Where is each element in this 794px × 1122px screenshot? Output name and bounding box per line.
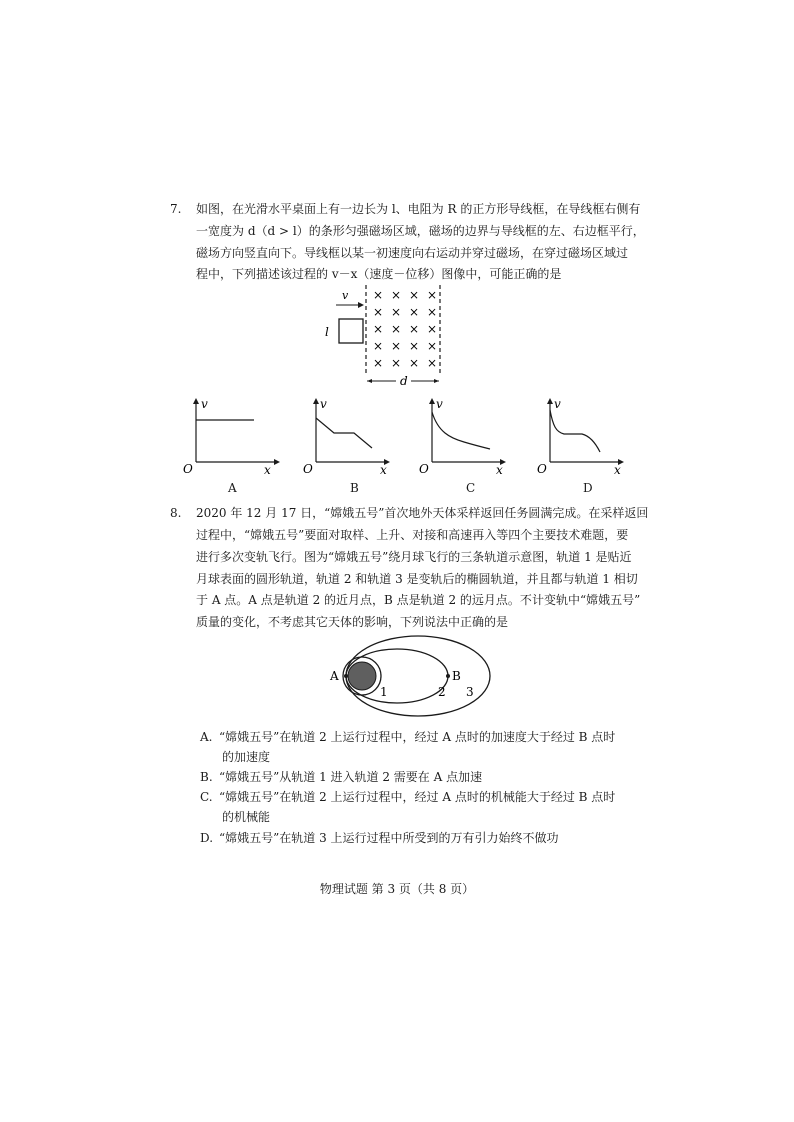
- q8-line-4: 月球表面的圆形轨道，轨道 2 和轨道 3 是变轨后的椭圆轨道，并且都与轨道 1 相切: [196, 572, 638, 586]
- x-axis-label: x: [496, 463, 503, 476]
- v-axis-label: v: [436, 397, 443, 411]
- orbit-1-label: 1: [380, 685, 388, 699]
- graph-c-letter: C: [466, 481, 476, 495]
- q8-line-2: 过程中，“嫦娥五号”要面对取样、上升、对接和高速再入等四个主要技术难题，要: [196, 528, 629, 542]
- origin-label: O: [183, 462, 193, 476]
- v-axis-arrow: [547, 398, 553, 404]
- origin-label: O: [419, 462, 429, 476]
- width-arrow-left: [367, 379, 372, 383]
- moon-icon: [348, 662, 376, 690]
- option-c-line-1: “嫦娥五号”在轨道 2 上运行过程中，经过 A 点时的机械能大于经过 B 点时: [219, 790, 616, 804]
- graph-d-letter: D: [583, 481, 593, 495]
- velocity-arrowhead: [358, 302, 364, 308]
- field-cross: ×: [427, 305, 438, 319]
- option-d-line-1: “嫦娥五号”在轨道 3 上运行过程中所受到的万有引力始终不做功: [219, 831, 559, 845]
- field-cross: ×: [373, 356, 384, 370]
- q7-line-4: 程中，下列描述该过程的 v－x（速度－位移）图像中，可能正确的是: [196, 267, 562, 281]
- x-axis-label: x: [380, 463, 387, 476]
- x-axis-label: x: [264, 463, 271, 476]
- field-cross: ×: [427, 356, 438, 370]
- field-cross: ×: [391, 305, 402, 319]
- width-arrow-right: [434, 379, 439, 383]
- v-axis-label: v: [201, 397, 208, 411]
- graph-d: [534, 396, 634, 476]
- v-axis-arrow: [313, 398, 319, 404]
- graph-c: [416, 396, 516, 476]
- option-a-label: A.: [200, 730, 213, 744]
- origin-label: O: [303, 462, 313, 476]
- v-axis-label: v: [320, 397, 327, 411]
- q8-line-1: 2020 年 12 月 17 日，“嫦娥五号”首次地外天体采样返回任务圆满完成。在采样返回: [196, 506, 649, 520]
- graph-a: [180, 396, 280, 476]
- q7-field-figure: [320, 282, 450, 390]
- point-a-label: A: [330, 669, 339, 683]
- graph-curve: [550, 410, 600, 452]
- field-cross: ×: [373, 288, 384, 302]
- square-wire-frame: [339, 319, 363, 343]
- q8-line-3: 进行多次变轨飞行。图为“嫦娥五号”绕月球飞行的三条轨道示意图，轨道 1 是贴近: [196, 550, 632, 564]
- field-cross: ×: [409, 288, 420, 302]
- field-cross: ×: [427, 339, 438, 353]
- graph-b: [300, 396, 400, 476]
- field-cross: ×: [391, 322, 402, 336]
- graph-curve: [316, 418, 372, 448]
- field-cross: ×: [409, 339, 420, 353]
- q7-line-1: 如图，在光滑水平桌面上有一边长为 l、电阻为 R 的正方形导线框，在导线框右侧有: [196, 202, 641, 216]
- field-cross: ×: [409, 356, 420, 370]
- orbit-3-label: 3: [466, 685, 474, 699]
- field-cross: ×: [391, 288, 402, 302]
- option-c-label: C.: [200, 790, 213, 804]
- q7-line-3: 磁场方向竖直向下。导线框以某一初速度向右运动并穿过磁场，在穿过磁场区域过: [196, 246, 629, 260]
- page-footer: 物理试题 第 3 页（共 8 页）: [319, 882, 475, 896]
- field-width-label: d: [400, 374, 408, 388]
- field-cross: ×: [427, 288, 438, 302]
- field-crosses: [373, 288, 437, 370]
- option-a-line-1: “嫦娥五号”在轨道 2 上运行过程中，经过 A 点时的加速度大于经过 B 点时: [219, 730, 616, 744]
- origin-label: O: [537, 462, 547, 476]
- field-cross: ×: [427, 322, 438, 336]
- option-c-line-2: 的机械能: [222, 810, 271, 824]
- v-axis-arrow: [193, 398, 199, 404]
- field-cross: ×: [391, 356, 402, 370]
- v-axis-label: v: [554, 397, 561, 411]
- point-a-dot: [344, 674, 348, 678]
- v-axis-arrow: [429, 398, 435, 404]
- velocity-label: v: [342, 289, 349, 302]
- q7-number: 7.: [170, 202, 182, 216]
- graph-curve: [432, 412, 490, 449]
- field-cross: ×: [409, 322, 420, 336]
- q7-line-2: 一宽度为 d（d > l）的条形匀强磁场区域，磁场的边界与导线框的左、右边框平行，: [196, 224, 645, 238]
- graph-b-letter: B: [350, 481, 359, 495]
- x-axis-label: x: [614, 463, 621, 476]
- point-b-dot: [446, 674, 450, 678]
- field-cross: ×: [373, 339, 384, 353]
- q8-line-6: 质量的变化，不考虑其它天体的影响，下列说法中正确的是: [196, 615, 509, 629]
- q8-number: 8.: [170, 506, 182, 520]
- point-b-label: B: [452, 669, 461, 683]
- orbit-2-label: 2: [438, 685, 446, 699]
- option-d-label: D.: [200, 831, 214, 845]
- option-b-line-1: “嫦娥五号”从轨道 1 进入轨道 2 需要在 A 点加速: [219, 770, 483, 784]
- side-length-label: l: [325, 325, 329, 339]
- x-axis-arrow: [274, 459, 280, 465]
- field-cross: ×: [373, 322, 384, 336]
- q8-line-5: 于 A 点。A 点是轨道 2 的近月点，B 点是轨道 2 的远月点。不计变轨中“嫦娥五号”: [196, 593, 641, 607]
- graph-a-letter: A: [228, 481, 237, 495]
- field-cross: ×: [373, 305, 384, 319]
- field-cross: ×: [391, 339, 402, 353]
- option-a-line-2: 的加速度: [222, 750, 271, 764]
- orbit-figure: [320, 632, 500, 722]
- option-b-label: B.: [200, 770, 213, 784]
- field-cross: ×: [409, 305, 420, 319]
